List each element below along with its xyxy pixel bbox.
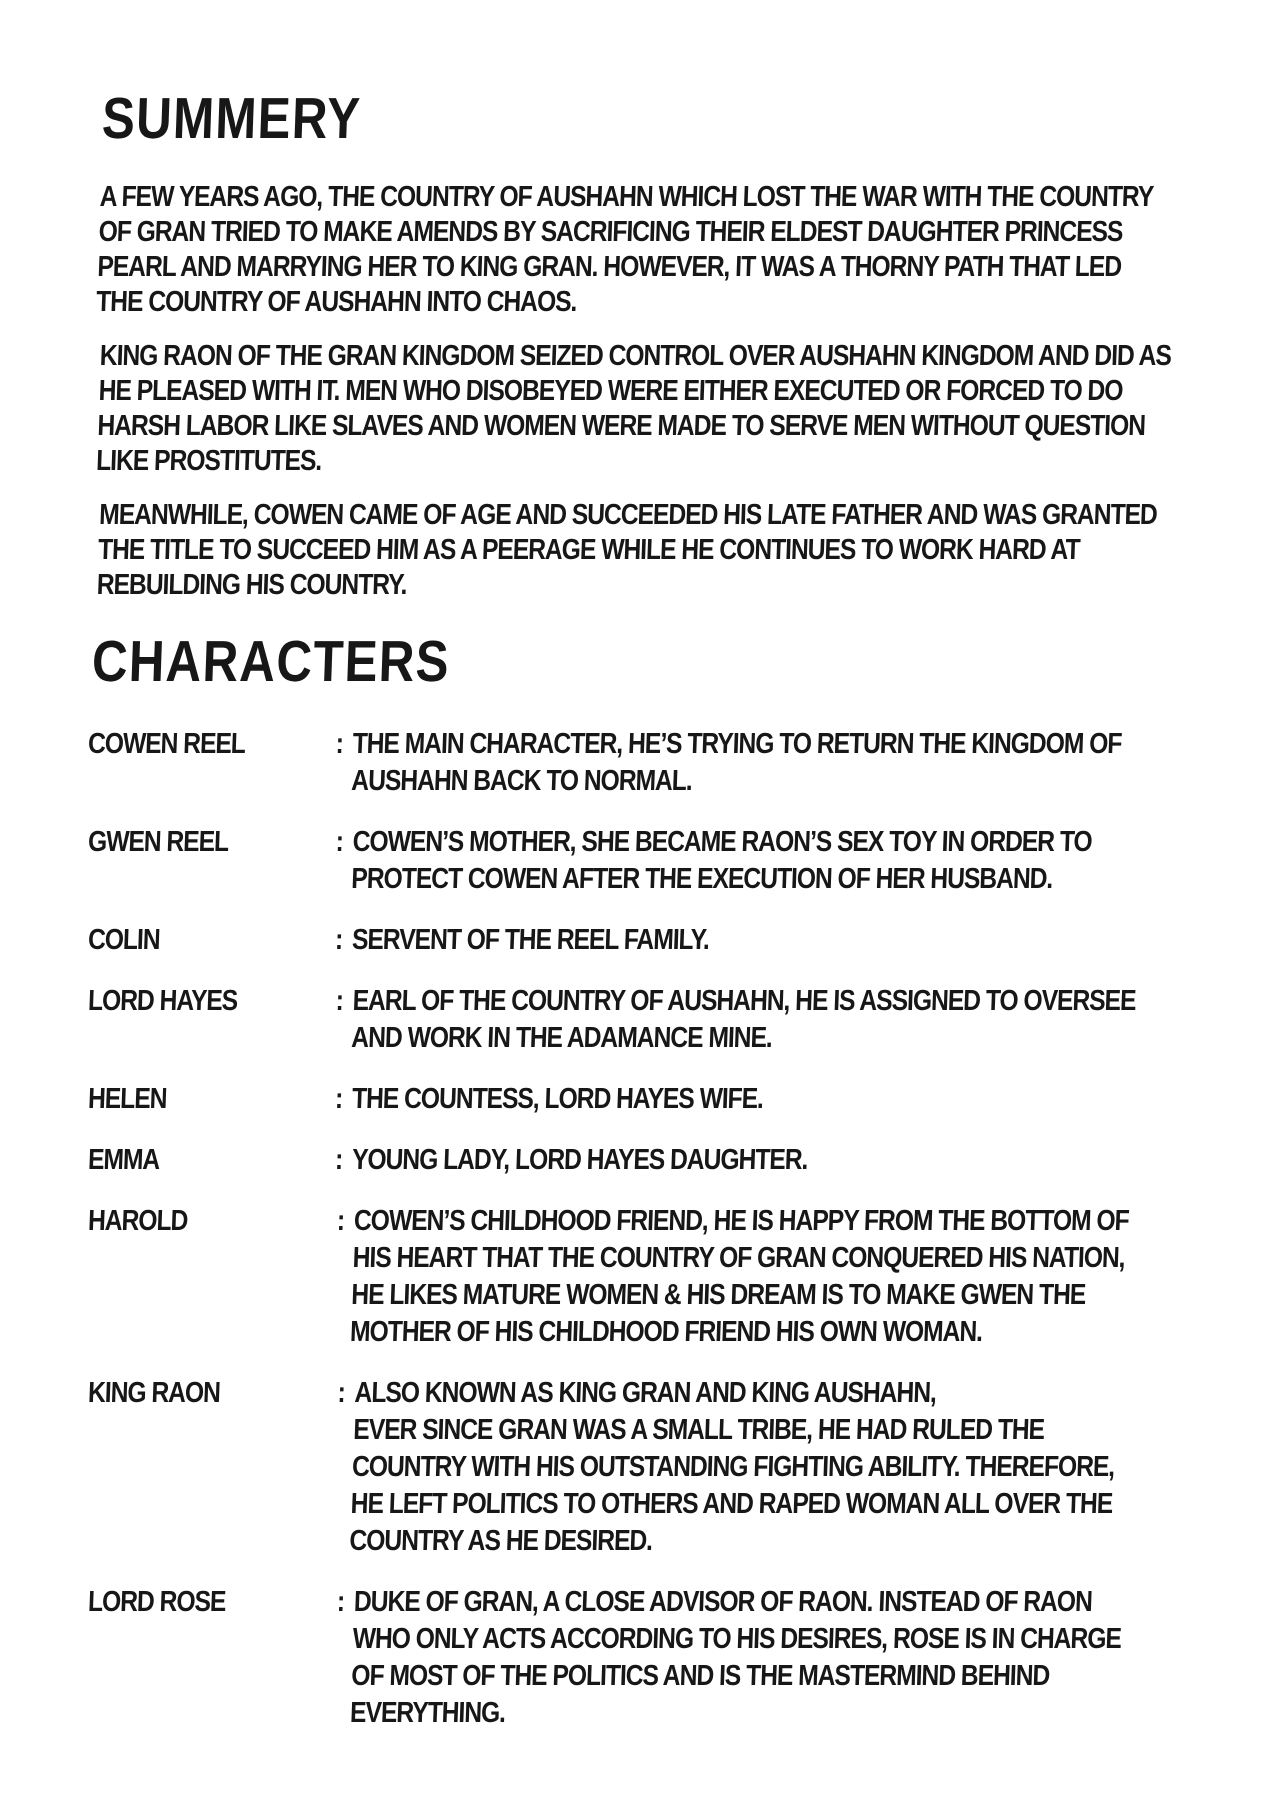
colon-separator: : <box>337 1377 346 1409</box>
character-row <box>88 1142 1250 1179</box>
character-name: KING RAON <box>87 1377 221 1409</box>
character-entry <box>335 1081 1250 1118</box>
character-row <box>88 1584 1250 1732</box>
character-entry <box>335 983 1273 1057</box>
character-entry <box>335 1375 1250 1560</box>
characters-heading: CHARACTERS <box>90 629 452 694</box>
character-description: YOUNG LADY, LORD HAYES DAUGHTER. <box>351 1144 809 1176</box>
colon-separator: : <box>334 924 343 956</box>
character-list <box>88 726 1250 1732</box>
character-name: COWEN REEL <box>87 728 246 760</box>
colon-separator: : <box>336 1586 345 1618</box>
character-row <box>88 824 1250 898</box>
colon-separator: : <box>336 1205 345 1237</box>
character-description: DUKE OF GRAN, A CLOSE ADVISOR OF RAON. INSTEAD OF RAON WHO ONLY ACTS ACCORDING TO HIS DESIRES, ROSE IS IN CHARGE OF MOST OF THE POLITICS AND IS THE MASTERMIND BEHIND EVERYTHING. <box>349 1586 1122 1729</box>
colon-separator: : <box>335 728 344 760</box>
character-entry <box>335 922 1250 959</box>
character-description: THE MAIN CHARACTER, HE’S TRYING TO RETURN THE KINGDOM OF AUSHAHN BACK TO NORMAL. <box>351 728 1123 797</box>
summary-paragraph-2: KING RAON OF THE GRAN KINGDOM SEIZED CONTROL OVER AUSHAHN KINGDOM AND DID AS HE PLEASED WITH IT. MEN WHO DISOBEYED WERE EITHER EXECUTED OR FORCED TO DO HARSH LABOR LIKE SLAVES AND WOMEN WERE MADE TO SERVE MEN WITHOUT QUESTION LIKE PROSTITUTES. <box>95 340 1172 477</box>
character-name: GWEN REEL <box>87 826 229 858</box>
character-row <box>88 726 1250 800</box>
colon-separator: : <box>335 826 344 858</box>
character-name: LORD HAYES <box>87 985 238 1017</box>
character-entry <box>335 824 1250 898</box>
character-row <box>88 1375 1250 1560</box>
character-description: THE COUNTESS, LORD HAYES WIFE. <box>351 1083 764 1115</box>
character-entry <box>335 726 1257 800</box>
colon-separator: : <box>334 1083 343 1115</box>
character-entry <box>335 1203 1264 1351</box>
summary-heading: SUMMERY <box>100 86 363 151</box>
character-name: LORD ROSE <box>87 1586 226 1618</box>
character-entry <box>335 1142 1250 1179</box>
summary-paragraph-1: A FEW YEARS AGO, THE COUNTRY OF AUSHAHN WHICH LOST THE WAR WITH THE COUNTRY OF GRAN TRIED TO MAKE AMENDS BY SACRIFICING THEIR ELDEST DAUGHTER PRINCESS PEARL AND MARRYING HER TO KING GRAN. HOWEVER, IT WAS A THORNY PATH THAT LED THE COUNTRY OF AUSHAHN INTO CHAOS. <box>95 181 1154 318</box>
character-name: COLIN <box>87 924 161 956</box>
character-description: COWEN’S CHILDHOOD FRIEND, HE IS HAPPY FROM THE BOTTOM OF HIS HEART THAT THE COUNTRY OF GRAN CONQUERED HIS NATION, HE LIKES MATURE WOMEN & HIS DREAM IS TO MAKE GWEN THE MOTHER OF HIS CHILDHOOD FRIEND HIS OWN WOMAN. <box>349 1205 1130 1348</box>
character-name: HAROLD <box>87 1205 188 1237</box>
character-description: SERVENT OF THE REEL FAMILY. <box>351 924 710 956</box>
character-row <box>88 983 1250 1057</box>
summary-paragraph-3: MEANWHILE, COWEN CAME OF AGE AND SUCCEEDED HIS LATE FATHER AND WAS GRANTED THE TITLE TO SUCCEED HIM AS A PEERAGE WHILE HE CONTINUES TO WORK HARD AT REBUILDING HIS COUNTRY. <box>96 499 1158 601</box>
character-row <box>88 1081 1250 1118</box>
character-description: COWEN’S MOTHER, SHE BECAME RAON’S SEX TOY IN ORDER TO PROTECT COWEN AFTER THE EXECUTION OF HER HUSBAND. <box>351 826 1093 895</box>
character-entry <box>335 1584 1256 1732</box>
character-name: HELEN <box>87 1083 168 1115</box>
character-description: EARL OF THE COUNTRY OF AUSHAHN, HE IS ASSIGNED TO OVERSEE AND WORK IN THE ADAMANCE MINE. <box>351 985 1137 1054</box>
colon-separator: : <box>334 1144 343 1176</box>
character-row <box>88 1203 1250 1351</box>
character-row <box>88 922 1250 959</box>
character-description: ALSO KNOWN AS KING GRAN AND KING AUSHAHN, EVER SINCE GRAN WAS A SMALL TRIBE, HE HAD RULED THE COUNTRY WITH HIS OUTSTANDING FIGHTING ABILITY. THEREFORE, HE LEFT POLITICS TO OTHERS AND RAPED WOMAN ALL OVER THE COUNTRY AS HE DESIRED. <box>349 1377 1116 1557</box>
character-name: EMMA <box>87 1144 160 1176</box>
colon-separator: : <box>335 985 344 1017</box>
